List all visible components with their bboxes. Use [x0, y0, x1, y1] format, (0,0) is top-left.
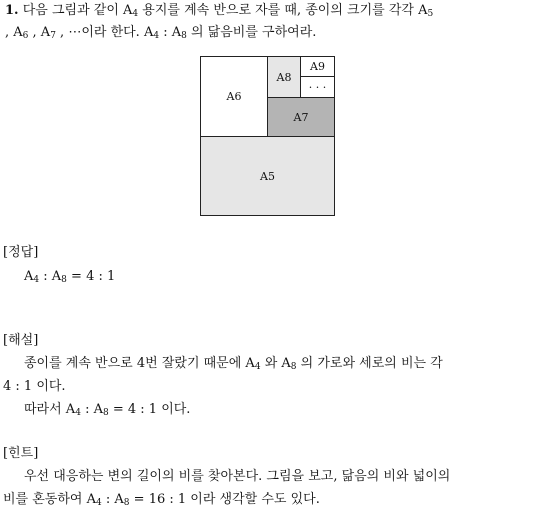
- explanation-line-2: 4 : 1 이다.: [3, 379, 66, 394]
- region-a8: A8: [267, 56, 301, 98]
- region-dots: · · ·: [300, 76, 335, 98]
- region-a7: A7: [267, 97, 335, 137]
- problem-line-1: 1. 다음 그림과 같이 $A_4$ 용지를 계속 반으로 자를 때, 종이의 크기를 각각 $A_5$: [5, 3, 434, 19]
- region-a9: A9: [300, 56, 335, 77]
- hint-line-1: 우선 대응하는 변의 길이의 비를 찾아본다. 그림을 보고, 닮음의 비와 넓이의: [24, 469, 451, 484]
- region-a6: A6: [200, 56, 268, 137]
- paper-size-figure: [200, 56, 335, 216]
- answer-heading: [정답]: [3, 245, 39, 260]
- explanation-line-1: 종이를 계속 반으로 4번 잘랐기 때문에 $A_4$ 와 $A_8$ 의 가로와 세로의 비는 각: [24, 356, 443, 372]
- problem-line-2: , $A_6$ , $A_7$ , ⋯이라 한다. $A_4$ : $A_8$ 의 닮음비를 구하여라.: [5, 25, 317, 41]
- problem-number: 1.: [5, 3, 19, 18]
- answer-value: $A_4$ : $A_8 = 4$ : 1: [24, 269, 116, 285]
- explanation-heading: [해설]: [3, 333, 39, 348]
- explanation-line-3: 따라서 $A_4$ : $A_8 = 4$ : 1 이다.: [24, 402, 191, 418]
- region-a5: A5: [200, 136, 335, 216]
- hint-heading: [힌트]: [3, 446, 39, 461]
- hint-line-2: 비를 혼동하여 $A_4$ : $A_8 = 16$ : 1 이라 생각할 수도 있다.: [3, 492, 320, 508]
